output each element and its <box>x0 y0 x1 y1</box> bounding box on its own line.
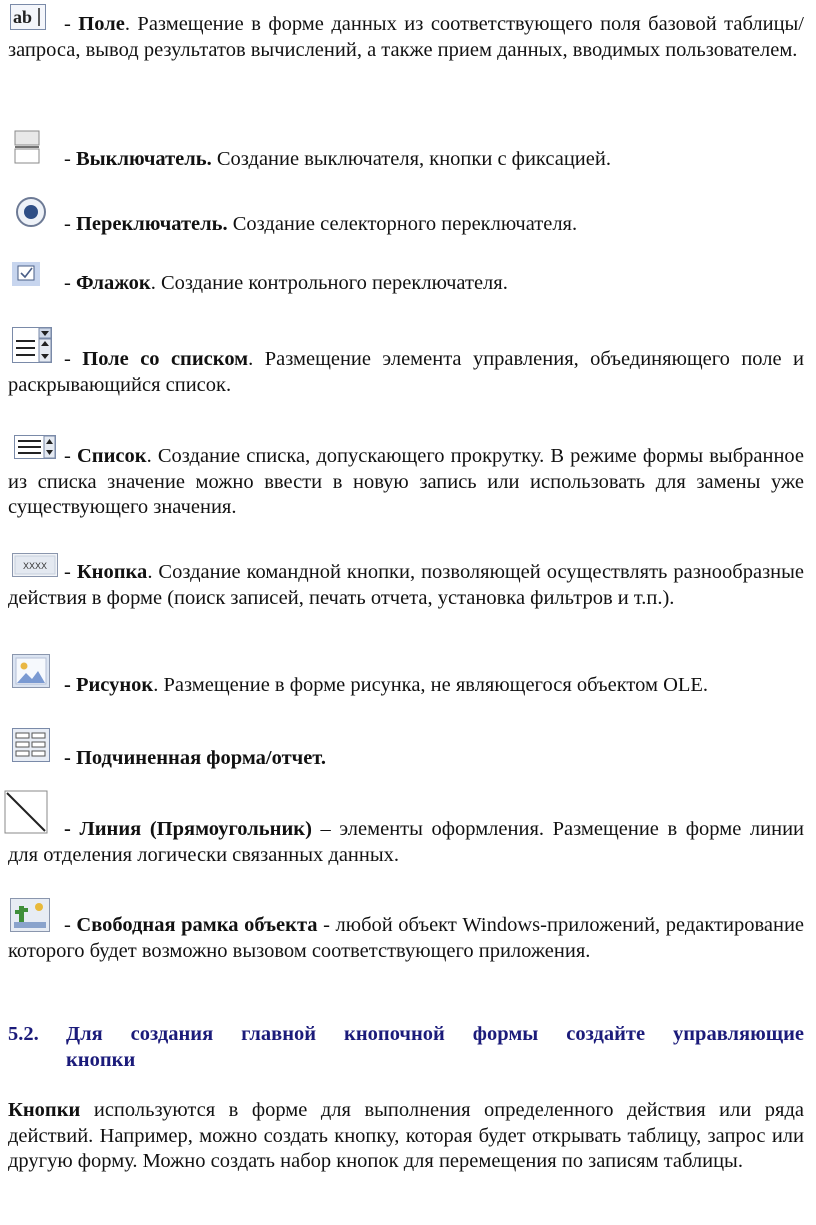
item-term: Свободная рамка объекта <box>76 914 318 936</box>
item-command-button: - Кнопка. Создание командной кнопки, позволяющей осуществлять разнообразные действия в форме (поиск записей, печать отчета, установка фильтров и т.п.). <box>8 561 805 609</box>
item-description: Создание командной кнопки, позволяющей осуществлять разнообразные действия в форме (поиск записей, печать отчета, установка фильтров и т.п.). <box>8 561 805 609</box>
item-description: Размещение элемента управления, объединяющего поле и раскрывающийся список. <box>8 348 805 396</box>
item-description: элементы оформления. Размещение в форме линии для отделения логически связанных данных. <box>8 818 805 866</box>
closing-description: используются в форме для выполнения определенного действия или ряда действий. Например, можно создать кнопку, которая будет открывать таблицу, запрос или другую форму. Можно создать набор кнопок для перемещения по записям таблицы. <box>8 1099 804 1172</box>
item-unbound-object-frame: - Свободная рамка объекта - любой объект Windows-приложений, редактирование которого будет возможно вызовом соответствующего приложения. <box>8 914 805 962</box>
item-description: Создание селекторного переключателя. <box>232 213 578 235</box>
item-description: Размещение в форме данных из соответствующего поля базовой таблицы/запроса, вывод результатов вычислений, а также прием данных, вводимых пользователем. <box>8 13 805 61</box>
item-term: Рисунок <box>75 674 154 696</box>
closing-term: Кнопки <box>8 1099 81 1121</box>
item-term-prefix: - <box>64 674 76 696</box>
item-toggle: - Выключатель. Создание выключателя, кнопки с фиксацией. <box>64 148 611 170</box>
command-button-icon-label: XXXX <box>22 561 48 571</box>
item-image: - Рисунок. Размещение в форме рисунка, не являющегося объектом OLE. <box>64 674 709 696</box>
item-combo-box: - Поле со списком. Размещение элемента управления, объединяющего поле и раскрывающийся список. <box>8 348 805 396</box>
item-line: - Линия (Прямоугольник) – элементы оформления. Размещение в форме линии для отделения логически связанных данных. <box>8 818 805 866</box>
item-description: Создание выключателя, кнопки с фиксацией. <box>216 148 611 170</box>
section-heading <box>8 1022 804 1074</box>
item-term: Поле <box>78 13 125 35</box>
item-term-prefix: - <box>64 747 76 769</box>
item-term: Переключатель. <box>75 213 228 235</box>
item-text-field: - Поле. Размещение в форме данных из соответствующего поля базовой таблицы/запроса, вывод результатов вычислений, а также прием данных, вводимых пользователем. <box>8 13 805 61</box>
item-term: Кнопка <box>76 561 148 583</box>
item-description: Создание списка, допускающего прокрутку. В режиме формы выбранное из списка значение можно ввести в новую запись или использовать для замены уже существующего значения. <box>8 445 805 518</box>
item-description: Размещение в форме рисунка, не являющегося объектом OLE. <box>163 674 709 696</box>
item-list-box: - Список. Создание списка, допускающего прокрутку. В режиме формы выбранное из списка значение можно ввести в новую запись или использовать для замены уже существующего значения. <box>8 445 805 518</box>
item-subform <box>8 746 804 772</box>
item-term-prefix: - <box>64 818 80 840</box>
section-number: 5.2. <box>8 1023 39 1045</box>
item-checkbox: - Флажок. Создание контрольного переключателя. <box>64 272 508 294</box>
item-description: Создание контрольного переключателя. <box>160 272 508 294</box>
item-term: Поле со списком <box>82 348 249 370</box>
item-option: - Переключатель. Создание селекторного переключателя. <box>64 213 578 235</box>
item-term: Выключатель. <box>75 148 212 170</box>
section-title-line1: Для создания главной кнопочной формы создайте управляющие <box>66 1023 804 1045</box>
closing-paragraph <box>8 1098 804 1175</box>
item-term: Флажок <box>75 272 151 294</box>
svg-text:ab: ab <box>13 7 33 27</box>
section-title-line2: кнопки <box>66 1048 136 1071</box>
item-description: любой объект Windows-приложений, редактирование которого будет возможно вызовом соответствующего приложения. <box>8 914 805 962</box>
item-term: Список <box>76 445 147 467</box>
item-term: Подчиненная форма/отчет. <box>75 747 326 769</box>
item-term: Линия (Прямоугольник) <box>79 818 312 840</box>
